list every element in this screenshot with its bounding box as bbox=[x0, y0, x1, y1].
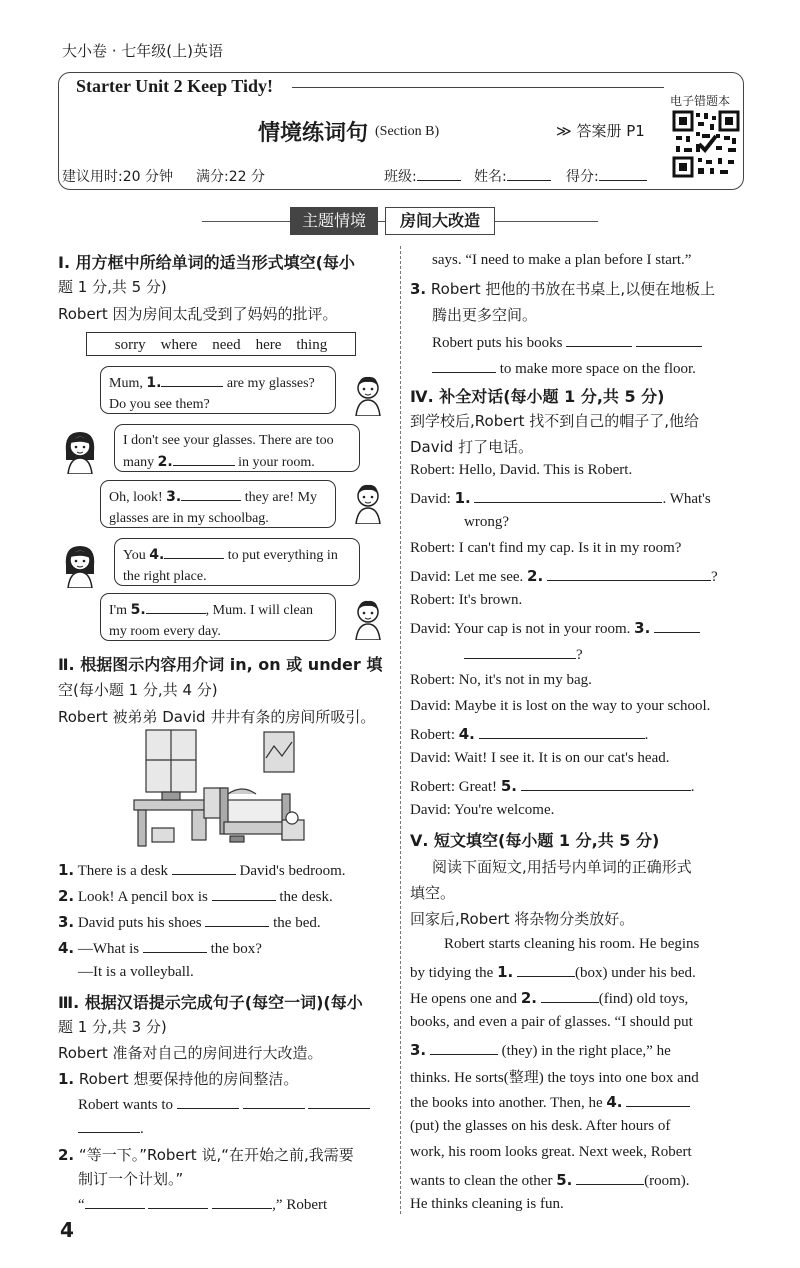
part3-blank[interactable] bbox=[308, 1094, 370, 1109]
part4-line: David: Your cap is not in your room. 3. bbox=[410, 618, 700, 638]
header-rule bbox=[292, 87, 664, 88]
part2-intro: Robert 被弟弟 David 井井有条的房间所吸引。 bbox=[58, 708, 376, 726]
bedroom-illustration bbox=[132, 728, 308, 850]
part3-blank[interactable] bbox=[566, 332, 632, 347]
part5-blank-2[interactable] bbox=[541, 988, 599, 1003]
part4-line: David: Let me see. 2. ? bbox=[410, 567, 718, 585]
passage-line: the books into another. Then, he 4. bbox=[410, 1092, 690, 1112]
blank-5[interactable] bbox=[146, 599, 206, 614]
part2-q4: 4. —What is the box? bbox=[58, 939, 262, 957]
part3-blank[interactable] bbox=[177, 1094, 239, 1109]
page-title: 情境练词句 bbox=[258, 121, 369, 146]
part3-q1-cn: 1. Robert 想要保持他的房间整洁。 bbox=[58, 1070, 299, 1088]
qr-label: 电子错题本 bbox=[670, 94, 731, 108]
passage-line: 3. (they) in the right place,” he bbox=[410, 1041, 671, 1059]
part2-blank-3[interactable] bbox=[205, 912, 269, 927]
part4-heading: Ⅳ. 补全对话(每小题 1 分,共 5 分) bbox=[410, 387, 665, 406]
passage-line: He thinks cleaning is fun. bbox=[410, 1196, 564, 1212]
part4-line: David: You're welcome. bbox=[410, 802, 555, 818]
part3-blank[interactable] bbox=[212, 1194, 272, 1209]
theme-tag: 主题情境 bbox=[290, 207, 378, 235]
part3-q3-en-cont: to make more space on the floor. bbox=[432, 358, 696, 378]
part4-line: David: 1. . What's bbox=[410, 489, 711, 507]
blank-1[interactable] bbox=[161, 372, 223, 387]
part2-blank-1[interactable] bbox=[172, 860, 236, 875]
part3-intro: Robert 准备对自己的房间进行大改造。 bbox=[58, 1044, 323, 1062]
unit-title: Starter Unit 2 Keep Tidy! bbox=[70, 76, 279, 97]
passage-line: thinks. He sorts(整理) the toys into one box and bbox=[410, 1070, 699, 1086]
part3-q3-cn: 3. Robert 把他的书放在书桌上,以便在地板上 bbox=[410, 280, 716, 298]
part4-line: Robert: No, it's not in my bag. bbox=[410, 672, 592, 688]
part4-intro-cont: David 打了电话。 bbox=[410, 438, 534, 456]
part4-blank-3[interactable] bbox=[464, 644, 576, 659]
part1-heading-cont: 题 1 分,共 5 分) bbox=[58, 278, 167, 296]
part4-line: wrong? bbox=[464, 514, 509, 530]
part5-intro: 阅读下面短文,用括号内单词的正确形式 bbox=[432, 858, 692, 876]
part3-q2-cn: 2. “等一下。”Robert 说,“在开始之前,我需要 bbox=[58, 1146, 354, 1164]
boy-avatar bbox=[350, 482, 386, 524]
part3-blank[interactable] bbox=[636, 332, 702, 347]
passage-line: by tidying the 1. (box) under his bed. bbox=[410, 963, 696, 981]
passage-line: wants to clean the other 5. (room). bbox=[410, 1171, 690, 1189]
theme-name: 房间大改造 bbox=[385, 207, 495, 235]
blank-3[interactable] bbox=[181, 486, 241, 501]
part3-blank[interactable] bbox=[78, 1118, 140, 1133]
dialogue-bubble-5: I'm 5. , Mum. I will clean my room every day. bbox=[100, 593, 336, 641]
word-box: sorry where need here thing bbox=[86, 332, 356, 356]
part3-heading: Ⅲ. 根据汉语提示完成句子(每空一词)(每小 bbox=[58, 993, 363, 1012]
blank-2[interactable] bbox=[173, 451, 235, 466]
part4-line: ? bbox=[464, 644, 583, 664]
part3-q2-en: “ ,” Robert bbox=[78, 1194, 327, 1214]
part5-context: 回家后,Robert 将杂物分类放好。 bbox=[410, 910, 635, 928]
part3-q3-cn-cont: 腾出更多空间。 bbox=[432, 306, 538, 324]
series-label: 大小卷 · 七年级(上)英语 bbox=[62, 42, 224, 60]
part3-blank[interactable] bbox=[243, 1094, 305, 1109]
passage-line: He opens one and 2. (find) old toys, bbox=[410, 989, 689, 1007]
part1-heading: Ⅰ. 用方框中所给单词的适当形式填空(每小 bbox=[58, 253, 355, 272]
part5-blank-3[interactable] bbox=[430, 1040, 498, 1055]
part2-q1: 1. There is a desk David's bedroom. bbox=[58, 861, 346, 879]
part2-heading: Ⅱ. 根据图示内容用介词 in, on 或 under 填 bbox=[58, 655, 383, 674]
dialogue-bubble-2: I don't see your glasses. There are too many 2. in your room. bbox=[114, 424, 360, 472]
part4-line: Robert: Great! 5. . bbox=[410, 777, 695, 795]
boy-avatar bbox=[350, 374, 386, 416]
part4-line: David: Maybe it is lost on the way to your school. bbox=[410, 698, 711, 714]
part4-intro: 到学校后,Robert 找不到自己的帽子了,他给 bbox=[410, 412, 700, 430]
part2-q4-answer: —It is a volleyball. bbox=[78, 964, 194, 980]
answer-ref: ≫ 答案册 P1 bbox=[556, 122, 645, 140]
part3-blank[interactable] bbox=[85, 1194, 145, 1209]
page-number: 4 bbox=[60, 1218, 74, 1242]
qr-code-icon[interactable] bbox=[672, 110, 740, 178]
dialogue-bubble-1: Mum, 1. are my glasses? Do you see them? bbox=[100, 366, 336, 414]
class-field[interactable]: 班级: bbox=[384, 166, 461, 186]
section-label: (Section B) bbox=[375, 124, 440, 139]
passage-line: work, his room looks great. Next week, Robert bbox=[410, 1144, 692, 1160]
column-divider bbox=[400, 246, 401, 1214]
part3-q1-en-cont: . bbox=[78, 1118, 144, 1138]
mum-avatar bbox=[60, 542, 100, 588]
part4-blank-1[interactable] bbox=[474, 488, 662, 503]
boy-avatar bbox=[350, 598, 386, 640]
passage-line: Robert starts cleaning his room. He begins bbox=[444, 936, 700, 952]
part5-heading: Ⅴ. 短文填空(每小题 1 分,共 5 分) bbox=[410, 831, 660, 850]
part4-line: Robert: 4. . bbox=[410, 725, 649, 743]
part4-blank-4[interactable] bbox=[479, 724, 645, 739]
part5-blank-5[interactable] bbox=[576, 1170, 644, 1185]
part4-line: David: Wait! I see it. It is on our cat's head. bbox=[410, 750, 670, 766]
part4-line: Robert: It's brown. bbox=[410, 592, 523, 608]
part4-line: Robert: I can't find my cap. Is it in my room? bbox=[410, 540, 682, 556]
name-field[interactable]: 姓名: bbox=[474, 166, 551, 186]
part3-q2-cn-cont: 制订一个计划。” bbox=[78, 1170, 184, 1188]
part2-q2: 2. Look! A pencil box is the desk. bbox=[58, 887, 333, 905]
part3-heading-cont: 题 1 分,共 3 分) bbox=[58, 1018, 167, 1036]
part1-intro: Robert 因为房间太乱受到了妈妈的批评。 bbox=[58, 305, 338, 323]
dialogue-bubble-4: You 4. to put everything in the right place. bbox=[114, 538, 360, 586]
passage-line: books, and even a pair of glasses. “I should put bbox=[410, 1014, 693, 1030]
part4-line: Robert: Hello, David. This is Robert. bbox=[410, 462, 633, 478]
passage-line: (put) the glasses on his desk. After hours of bbox=[410, 1118, 671, 1134]
part2-q3: 3. David puts his shoes the bed. bbox=[58, 913, 321, 931]
score-field[interactable]: 得分: bbox=[566, 166, 647, 186]
part3-q1-en: Robert wants to bbox=[78, 1094, 370, 1114]
part3-q2-en-cont: says. “I need to make a plan before I start.” bbox=[432, 252, 692, 268]
part5-intro-cont: 填空。 bbox=[410, 884, 456, 902]
part5-blank-1[interactable] bbox=[517, 962, 575, 977]
part2-heading-cont: 空(每小题 1 分,共 4 分) bbox=[58, 681, 218, 699]
part3-blank[interactable] bbox=[148, 1194, 208, 1209]
dialogue-bubble-3: Oh, look! 3. they are! My glasses are in my schoolbag. bbox=[100, 480, 336, 528]
part4-blank-5[interactable] bbox=[521, 776, 691, 791]
part3-blank[interactable] bbox=[432, 358, 496, 373]
part4-blank-3[interactable] bbox=[654, 618, 700, 633]
part3-q3-en: Robert puts his books bbox=[432, 332, 702, 352]
double-chevron-icon: ≫ bbox=[556, 122, 577, 140]
part2-blank-2[interactable] bbox=[212, 886, 276, 901]
part2-blank-4[interactable] bbox=[143, 938, 207, 953]
time-info: 建议用时:20 分钟 bbox=[62, 169, 173, 185]
mum-avatar bbox=[60, 428, 100, 474]
blank-4[interactable] bbox=[164, 544, 224, 559]
score-total: 满分:22 分 bbox=[196, 169, 265, 185]
part5-blank-4[interactable] bbox=[626, 1092, 690, 1107]
part4-blank-2[interactable] bbox=[547, 566, 711, 581]
